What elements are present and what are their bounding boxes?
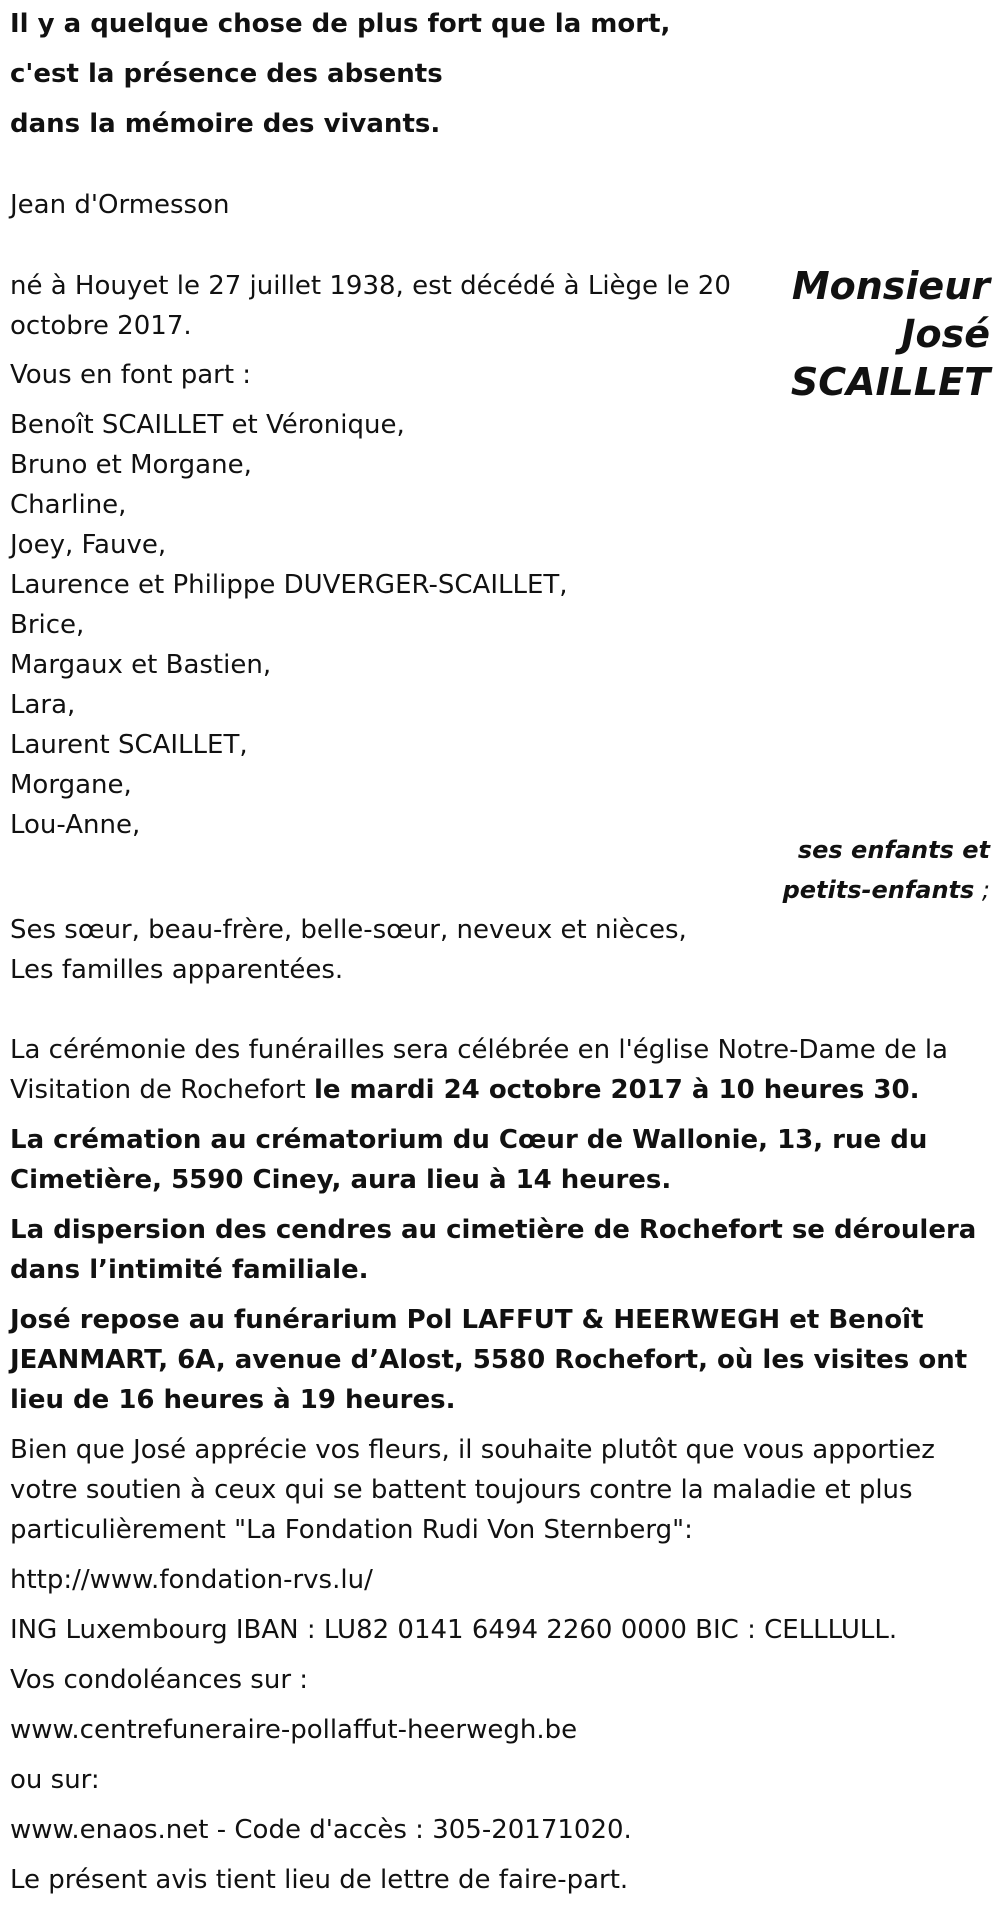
role-grandchildren-text: petits-enfants — [782, 876, 975, 904]
condolences-or: ou sur: — [10, 1765, 100, 1795]
ceremony-text: La cérémonie des funérailles sera célébrée en l'église Notre-Dame de la Visitation de Rochefort — [10, 1035, 948, 1105]
deceased-last-name: SCAILLET — [790, 360, 990, 404]
family-member: Charline, — [10, 490, 127, 520]
others-line-1: Ses sœur, beau-frère, belle-sœur, neveux et nièces, — [10, 915, 687, 945]
announcement-intro: Vous en font part : — [10, 360, 252, 390]
ceremony-date: le mardi 24 octobre 2017 à 10 heures 30. — [313, 1075, 920, 1105]
others-line-2: Les familles apparentées. — [10, 955, 344, 985]
family-member: Lou-Anne, — [10, 810, 141, 840]
family-member: Margaux et Bastien, — [10, 650, 272, 680]
quote-author: Jean d'Ormesson — [10, 190, 230, 220]
birth-death-line-1: né à Houyet le 27 juillet 1938, est décédé à Liège le 20 — [10, 271, 731, 301]
condolences-site-1: www.centrefuneraire-pollaffut-heerwegh.be — [10, 1715, 578, 1745]
family-member: Brice, — [10, 610, 85, 640]
donation-paragraph: Bien que José apprécie vos fleurs, il souhaite plutôt que vous apportiez votre soutien à ceux qui se battent toujours contre la maladie et plus particulièrement "La Fondation Rudi Von Sternberg": — [10, 1435, 935, 1545]
family-member: Morgane, — [10, 770, 132, 800]
cremation-paragraph: La crémation au crématorium du Cœur de Wallonie, 13, rue du Cimetière, 5590 Ciney, aura lieu à 14 heures. — [10, 1125, 928, 1195]
funerarium-paragraph: José repose au funérarium Pol LAFFUT & HEERWEGH et Benoît JEANMART, 6A, avenue d’Alost, 5580 Rochefort, où les visites ont lieu de 16 heures à 19 heures. — [10, 1305, 968, 1415]
family-member: Benoît SCAILLET et Véronique, — [10, 410, 405, 440]
dispersion-paragraph: La dispersion des cendres au cimetière de Rochefort se déroulera dans l’intimité familiale. — [10, 1215, 977, 1285]
family-member: Laurence et Philippe DUVERGER-SCAILLET, — [10, 570, 568, 600]
deceased-title: Monsieur — [791, 264, 990, 308]
deceased-first-name: José — [901, 312, 990, 356]
role-grandchildren — [783, 870, 990, 910]
birth-death-line-2: octobre 2017. — [10, 311, 192, 341]
donation-url: http://www.fondation-rvs.lu/ — [10, 1565, 373, 1595]
family-member: Joey, Fauve, — [10, 530, 167, 560]
ceremony-paragraph — [10, 1030, 980, 1110]
condolences-site-2: www.enaos.net - Code d'accès : 305-20171020. — [10, 1815, 632, 1845]
role-punct: ; — [974, 876, 990, 904]
quote-line-1: Il y a quelque chose de plus fort que la mort, — [10, 9, 671, 39]
closing-note: Le présent avis tient lieu de lettre de faire-part. — [10, 1865, 629, 1895]
family-member: Lara, — [10, 690, 76, 720]
quote-line-2: c'est la présence des absents — [10, 59, 443, 89]
family-member: Laurent SCAILLET, — [10, 730, 248, 760]
role-children: ses enfants et — [797, 836, 990, 864]
bank-details: ING Luxembourg IBAN : LU82 0141 6494 2260 0000 BIC : CELLLULL. — [10, 1615, 898, 1645]
family-member: Bruno et Morgane, — [10, 450, 252, 480]
condolences-intro: Vos condoléances sur : — [10, 1665, 309, 1695]
quote-line-3: dans la mémoire des vivants. — [10, 109, 441, 139]
